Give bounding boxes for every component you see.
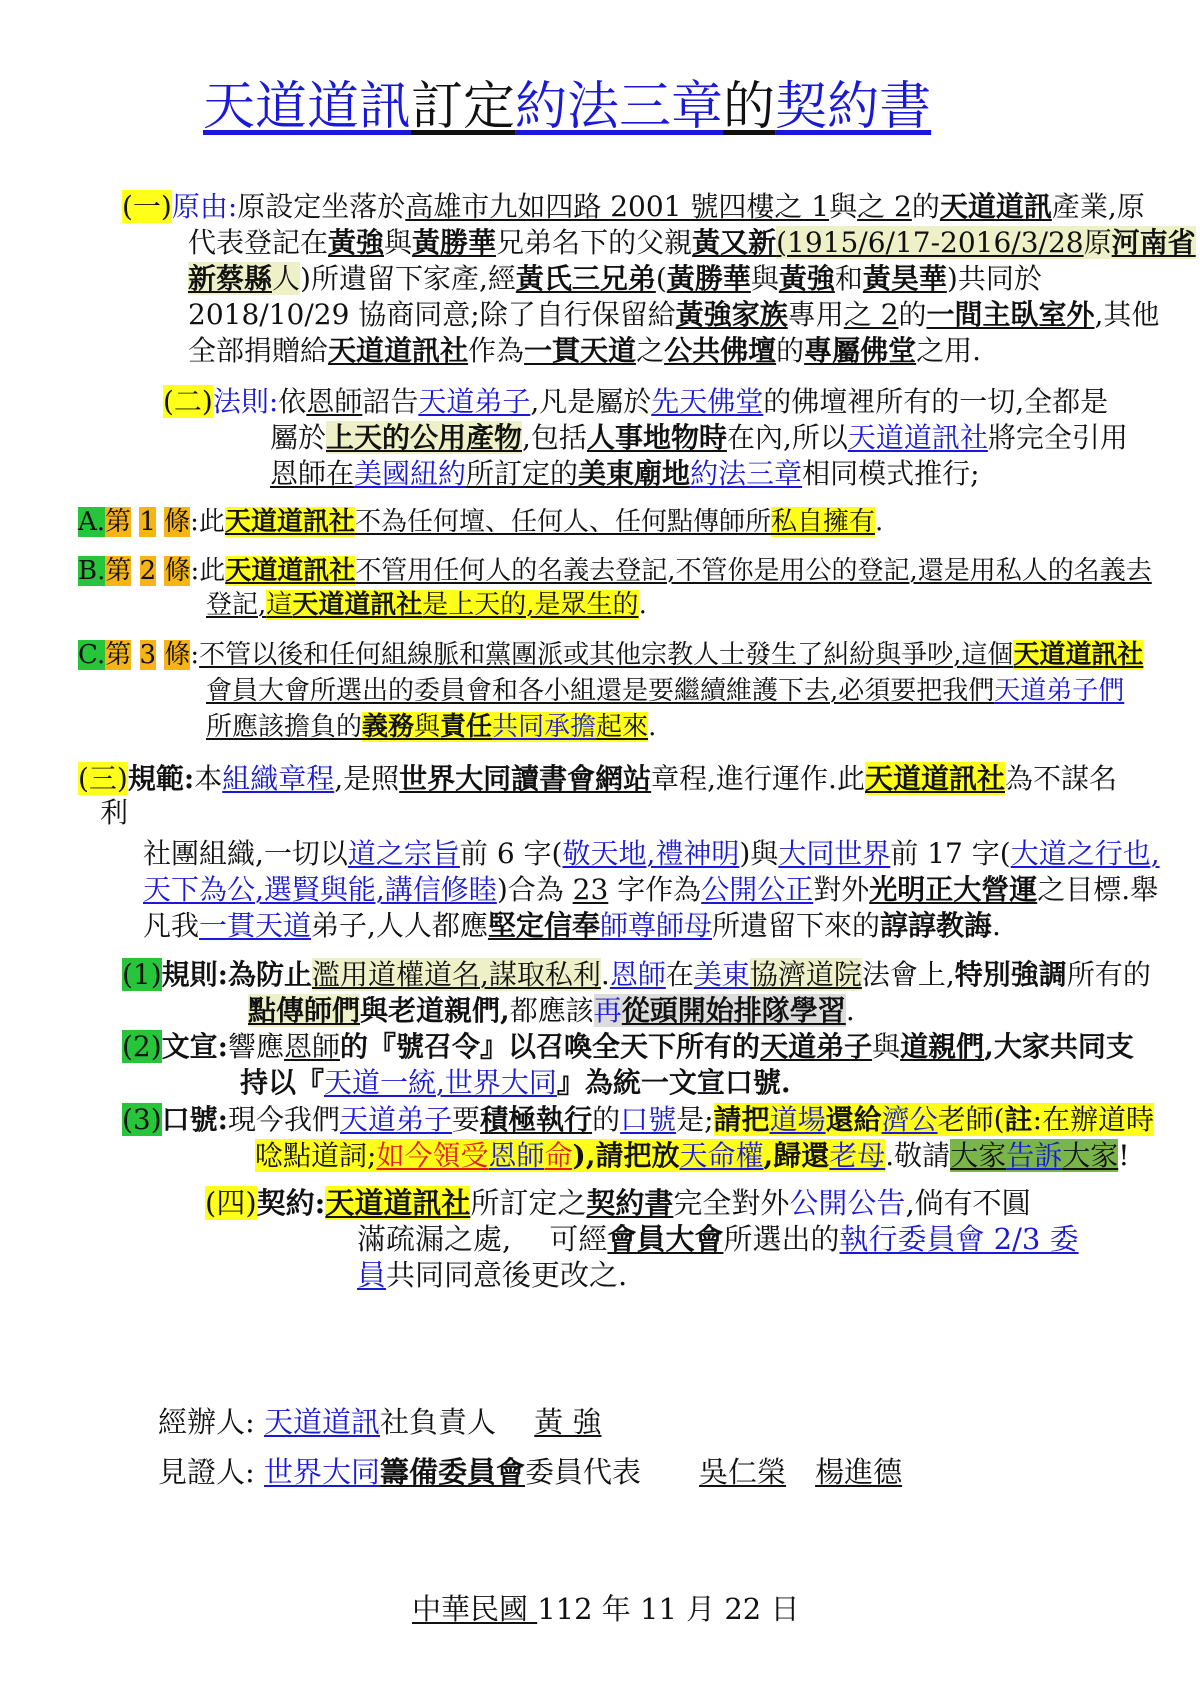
text-segment: 口號 xyxy=(620,1103,677,1136)
text-segment: .敬請 xyxy=(885,1139,951,1172)
text-segment: 全部捐贈給 xyxy=(188,334,329,367)
text-segment: 委員代表 xyxy=(525,1455,700,1489)
text-segment: 和 xyxy=(834,262,863,295)
text-segment: )所遺留下家產,經 xyxy=(300,262,516,295)
text-segment: :此 xyxy=(190,507,225,537)
text-segment: 都應該 xyxy=(509,994,594,1027)
text-segment: 共同同意後更改之. xyxy=(386,1258,628,1292)
text-segment: 原 xyxy=(1083,226,1112,259)
text-segment: 黃勝華 xyxy=(412,226,497,259)
text-segment: (1) xyxy=(122,958,162,991)
text-segment: . xyxy=(845,994,855,1027)
text-segment: 社負責人 xyxy=(380,1405,535,1439)
text-segment: 大家 xyxy=(950,1139,1007,1172)
text-line-date xyxy=(412,1592,799,1627)
text-segment: 道親們 xyxy=(900,1030,985,1063)
text-segment: 執行委員會 2/3 委 xyxy=(839,1222,1079,1256)
text-segment: 天下為公,選賢與能,講信修睦 xyxy=(143,873,497,906)
text-segment: 天道道訊 xyxy=(939,190,1052,223)
text-line-s3-l4 xyxy=(143,873,1158,907)
text-segment: 條 xyxy=(164,556,191,586)
text-segment: 對外 xyxy=(813,873,870,906)
text-segment: 組織章程 xyxy=(222,762,335,795)
text-segment xyxy=(131,556,139,586)
text-segment: 私自擁有 xyxy=(770,507,875,537)
text-segment: 是; xyxy=(676,1103,714,1136)
text-segment: 專用 xyxy=(787,298,844,331)
text-segment: 天道道訊社 xyxy=(847,421,988,454)
text-segment: 契約書 xyxy=(586,1186,674,1220)
text-segment: 放 xyxy=(651,1139,680,1172)
text-segment: 天道道訊 xyxy=(264,1405,381,1439)
text-segment: :在辦道時 xyxy=(1032,1103,1154,1136)
text-segment: 黃強家族 xyxy=(675,298,788,331)
text-segment: 黃氏三兄弟 xyxy=(515,262,656,295)
text-segment: 共同承擔 xyxy=(492,712,597,742)
text-segment: 凡我 xyxy=(143,909,200,942)
text-segment: 23 xyxy=(572,873,609,906)
text-segment: 協濟道院 xyxy=(749,958,862,991)
text-segment: 弟子,人人都應 xyxy=(311,909,488,942)
text-segment: ,凡是屬於 xyxy=(530,385,652,418)
text-segment xyxy=(156,507,164,537)
text-segment: 美國紐約 xyxy=(354,457,467,490)
text-segment: 會員大會 xyxy=(607,1222,724,1256)
text-segment: 之 2 xyxy=(857,190,912,223)
text-segment: )合為 xyxy=(496,873,573,906)
text-segment: 天道道訊社 xyxy=(864,762,1005,795)
text-segment: 這 xyxy=(266,590,293,620)
text-segment: 道場 xyxy=(769,1103,826,1136)
text-segment: 本 xyxy=(194,762,223,795)
text-segment: 原由: xyxy=(171,190,238,223)
text-segment: 所選出的 xyxy=(723,1222,840,1256)
text-segment: 口號: xyxy=(161,1103,229,1136)
text-segment: 上天的公用產物 xyxy=(326,421,523,454)
text-segment: 特別強調 xyxy=(954,958,1067,991)
text-segment: 諄諄教誨 xyxy=(879,909,992,942)
text-segment: ,其他 xyxy=(1094,298,1160,331)
text-segment: 命 xyxy=(544,1139,573,1172)
text-segment: 天命權 xyxy=(679,1139,764,1172)
text-line-s4-l3 xyxy=(357,1258,627,1293)
text-segment: 世界大同 xyxy=(264,1455,381,1489)
text-segment: 點傳師們 xyxy=(248,994,361,1027)
text-segment: 天道弟子們 xyxy=(994,676,1125,706)
text-segment: )共同於 xyxy=(946,262,1042,295)
text-segment: 的 xyxy=(911,190,940,223)
text-segment: 一間主臥室外 xyxy=(926,298,1095,331)
text-segment: 專屬佛堂 xyxy=(804,334,917,367)
text-segment: 中華民國 xyxy=(412,1592,538,1626)
text-segment: 112 年 11 月 22 日 xyxy=(537,1592,800,1626)
text-segment: 經辦人: xyxy=(158,1405,264,1439)
text-segment: 第 xyxy=(105,507,132,537)
text-line-s3-l3 xyxy=(143,837,1160,871)
text-segment: 天道道訊社 xyxy=(225,556,356,586)
text-segment: : xyxy=(190,640,200,670)
text-segment: ,是照 xyxy=(334,762,400,795)
text-segment: 3 xyxy=(139,640,157,670)
text-segment: 恩師 xyxy=(488,1139,545,1172)
text-line-sig-l1 xyxy=(158,1405,601,1440)
text-segment: 2 xyxy=(139,556,157,586)
text-segment: 所遺留下來的 xyxy=(711,909,880,942)
text-segment: 之 2 xyxy=(843,298,899,331)
text-segment: 與 xyxy=(829,190,858,223)
text-segment: . xyxy=(874,507,884,537)
text-segment: 將完全引用 xyxy=(987,421,1128,454)
text-segment: . xyxy=(648,712,657,742)
text-segment: 的 xyxy=(592,1103,621,1136)
text-segment: 公開公正 xyxy=(701,873,814,906)
text-segment: 恩師在 xyxy=(270,457,355,490)
text-segment: 黃強 xyxy=(778,262,835,295)
text-segment: 天道道訊社 xyxy=(224,507,355,537)
text-segment: 章程,進行運作.此 xyxy=(651,762,865,795)
text-segment: 河南省 xyxy=(1111,226,1196,259)
text-segment: 2018/10/29 協商同意;除了自行保留給 xyxy=(188,298,676,331)
text-line-r2-l2 xyxy=(240,1066,791,1100)
text-segment: 道之宗旨 xyxy=(347,837,460,870)
text-segment: 社團組織,一切以 xyxy=(143,837,348,870)
text-segment: 濫用道權道名,謀取私利 xyxy=(312,958,601,991)
text-segment: 與 xyxy=(872,1030,901,1063)
text-segment: 之用. xyxy=(916,334,982,367)
text-segment: 所有的 xyxy=(1066,958,1151,991)
text-segment: 堅定信奉 xyxy=(487,909,600,942)
text-line-r1-l1 xyxy=(122,958,1151,992)
text-segment: 響應 xyxy=(228,1030,285,1063)
text-segment: 1 xyxy=(139,507,156,537)
text-segment: 還給 xyxy=(825,1103,882,1136)
text-segment: 天道弟子 xyxy=(340,1103,453,1136)
text-segment: 人事地物時 xyxy=(586,421,727,454)
text-segment: (二) xyxy=(163,385,213,418)
text-segment: )與 xyxy=(739,837,779,870)
text-segment: ,包括 xyxy=(522,421,587,454)
text-line-r3-l1 xyxy=(122,1103,1154,1137)
text-segment: 法則: xyxy=(212,385,279,418)
text-segment: 從頭開始排隊學習 xyxy=(621,994,846,1027)
text-segment: ( xyxy=(655,262,667,295)
text-segment: 不為任何壇、任何人、任何點傳師所 xyxy=(354,507,771,537)
text-line-a-l1 xyxy=(78,507,883,538)
text-segment: (三) xyxy=(78,762,128,795)
text-segment: 黃勝華 xyxy=(666,262,751,295)
text-segment: 所應該擔負的 xyxy=(206,712,363,742)
text-segment: A. xyxy=(78,507,106,537)
text-segment: B. xyxy=(78,556,106,586)
text-segment: 約法三章 xyxy=(690,457,803,490)
text-segment: 註 xyxy=(1004,1103,1033,1136)
text-segment: . xyxy=(638,590,647,620)
text-segment: 黃昊華 xyxy=(862,262,947,295)
text-segment: 法會上, xyxy=(861,958,955,991)
text-segment: 持以『 xyxy=(240,1066,325,1099)
text-segment: 兄弟名下的父親 xyxy=(496,226,693,259)
text-segment: 現今我們 xyxy=(228,1103,341,1136)
text-segment: 天道道訊社 xyxy=(328,334,469,367)
text-line-s2-l1 xyxy=(163,385,1108,419)
text-segment: 與老道親們, xyxy=(360,994,510,1027)
text-segment: 積極執行 xyxy=(480,1103,593,1136)
text-segment: 美東 xyxy=(693,958,750,991)
text-segment: 規則:為防止 xyxy=(161,958,313,991)
text-segment: 告訴 xyxy=(1006,1139,1063,1172)
text-segment: 字作為 xyxy=(608,873,702,906)
text-segment: 登記, xyxy=(206,590,267,620)
text-segment: (3) xyxy=(122,1103,162,1136)
text-line-s1-l3 xyxy=(188,262,1042,296)
text-segment: (四) xyxy=(205,1186,257,1220)
text-segment: 為不謀名 xyxy=(1004,762,1117,795)
text-segment: ),請把 xyxy=(572,1139,652,1172)
text-segment: 與 xyxy=(414,712,441,742)
text-segment: 原設定坐落於 xyxy=(237,190,406,223)
text-line-c-l3 xyxy=(206,712,656,743)
text-line-c-l1 xyxy=(78,640,1143,671)
text-segment: 老師( xyxy=(937,1103,1005,1136)
text-segment: 員 xyxy=(357,1258,387,1292)
text-segment: 代表登記在 xyxy=(188,226,329,259)
text-segment: 作為 xyxy=(468,334,525,367)
text-segment: 責任 xyxy=(440,712,493,742)
text-segment: 老母 xyxy=(829,1139,886,1172)
text-segment: ,大家共同支 xyxy=(984,1030,1134,1063)
text-segment: 完全對外 xyxy=(673,1186,790,1220)
text-segment: 如今領受 xyxy=(376,1139,489,1172)
text-line-s2-l2 xyxy=(270,421,1128,455)
text-line-s1-l5 xyxy=(188,334,981,368)
text-line-s1-l2 xyxy=(188,226,1196,260)
text-segment: 與 xyxy=(384,226,413,259)
text-segment: (一) xyxy=(122,190,172,223)
text-segment: 恩師 xyxy=(609,958,666,991)
text-segment: 見證人: xyxy=(158,1455,264,1489)
text-segment: 再 xyxy=(593,994,622,1027)
text-segment: 的 xyxy=(898,298,927,331)
text-segment: 敬天地,禮神明 xyxy=(562,837,740,870)
text-segment: 天道道訊社 xyxy=(1013,640,1144,670)
text-segment: 前 6 字( xyxy=(459,837,563,870)
text-segment: 義務 xyxy=(362,712,415,742)
text-line-s1-l1 xyxy=(122,190,1145,224)
text-segment: 不管用任何人的名義去登記,不管你是用公的登記,還是用私人的名義去 xyxy=(355,556,1152,586)
text-segment xyxy=(786,1455,815,1489)
text-segment: 恩師 xyxy=(306,385,363,418)
text-segment: 大同世界 xyxy=(778,837,891,870)
text-segment: 詔告 xyxy=(362,385,419,418)
title-segment: 約法三章 xyxy=(515,77,724,137)
title-segment: 天道道訊 xyxy=(203,77,412,137)
text-segment: (1915/6/17-2016/3/28 xyxy=(776,226,1084,259)
text-line-s3-l5 xyxy=(143,909,1001,943)
text-segment: 大家 xyxy=(1062,1139,1119,1172)
title-segment: 訂定 xyxy=(411,77,516,137)
text-segment: 吳仁榮 xyxy=(699,1455,787,1489)
text-segment: 在內,所以 xyxy=(726,421,848,454)
text-segment: ! xyxy=(1118,1139,1130,1172)
text-segment: 恩師 xyxy=(284,1030,341,1063)
text-segment: 唸點道詞; xyxy=(255,1139,377,1172)
text-segment: C. xyxy=(78,640,106,670)
text-line-s1-l4 xyxy=(188,298,1159,332)
text-segment: 之 xyxy=(636,334,665,367)
text-segment: 的佛壇裡所有的一切,全都是 xyxy=(763,385,1109,418)
text-segment: 天道道訊社 xyxy=(292,590,423,620)
text-line-b-l2 xyxy=(206,590,647,621)
text-segment: 與 xyxy=(750,262,779,295)
text-segment: 文宣: xyxy=(161,1030,229,1063)
text-segment: 的 xyxy=(776,334,805,367)
text-segment xyxy=(131,640,139,670)
title-segment: 的 xyxy=(723,77,776,137)
text-segment: 契約: xyxy=(256,1186,326,1220)
text-line-b-l1 xyxy=(78,556,1152,587)
text-segment: 光明正大營運 xyxy=(869,873,1038,906)
text-segment: 請把 xyxy=(713,1103,770,1136)
text-segment: 前 17 字( xyxy=(890,837,1011,870)
text-segment: 會員大會所選出的委員會和各小組還是要繼續維護下去,必須要把我們 xyxy=(206,676,995,706)
text-line-r1-l2 xyxy=(248,994,855,1028)
text-segment: 高雄市九如四路 2001 號四樓之 1 xyxy=(405,190,830,223)
text-segment: 美東廟地 xyxy=(578,457,691,490)
text-segment: 天道一統,世界大同 xyxy=(324,1066,557,1099)
text-segment: 不管以後和任何組線脈和黨團派或其他宗教人士發生了糾紛與爭吵,這個 xyxy=(199,640,1014,670)
text-line-s4-l2 xyxy=(357,1222,1079,1257)
title-segment: 契約書 xyxy=(775,77,932,137)
text-line-s2-l3 xyxy=(270,457,980,491)
text-line-s3-l1 xyxy=(78,762,1117,796)
text-line-s3-l2 xyxy=(100,796,128,830)
text-line-sig-l2 xyxy=(158,1455,902,1490)
text-segment: 第 xyxy=(105,556,132,586)
text-segment: 之目標.舉 xyxy=(1037,873,1159,906)
text-segment: 籌備委員會 xyxy=(380,1455,526,1489)
text-segment: 師尊師母 xyxy=(599,909,712,942)
text-segment: 天道弟子 xyxy=(418,385,531,418)
text-segment: 』為統一文宣口號. xyxy=(556,1066,791,1099)
text-segment: 要 xyxy=(452,1103,481,1136)
text-segment: (2) xyxy=(122,1030,162,1063)
text-segment: 依 xyxy=(278,385,307,418)
text-segment: 滿疏漏之處, 可經 xyxy=(357,1222,608,1256)
text-segment: 第 xyxy=(105,640,132,670)
text-segment: 規範: xyxy=(127,762,195,795)
text-segment: 所訂定之 xyxy=(470,1186,587,1220)
text-segment: 公開公告 xyxy=(789,1186,906,1220)
text-segment: :此 xyxy=(190,556,226,586)
text-segment: 屬於 xyxy=(270,421,327,454)
text-line-s4-l1 xyxy=(205,1186,1031,1221)
text-segment: 黃 強 xyxy=(534,1405,602,1439)
text-segment: 天道弟子 xyxy=(760,1030,873,1063)
text-segment: 產業,原 xyxy=(1051,190,1145,223)
text-segment: 一貫天道 xyxy=(199,909,312,942)
text-line-r3-l2 xyxy=(255,1139,1130,1173)
text-segment: 是上天的,是眾生的 xyxy=(422,590,639,620)
text-segment: 天道道訊社 xyxy=(325,1186,471,1220)
text-segment: 條 xyxy=(164,507,191,537)
text-segment: 楊進德 xyxy=(815,1455,903,1489)
text-segment: 黃強 xyxy=(328,226,385,259)
text-segment: 世界大同讀書會網站 xyxy=(399,762,652,795)
text-segment: 人 xyxy=(272,262,301,295)
text-segment: 大道之行也, xyxy=(1010,837,1160,870)
text-segment: ,倘有不圓 xyxy=(905,1186,1031,1220)
text-segment: 一貫天道 xyxy=(524,334,637,367)
text-segment: 起來 xyxy=(596,712,649,742)
text-segment: 在 xyxy=(665,958,694,991)
text-segment: 先天佛堂 xyxy=(651,385,764,418)
text-segment: 的『號召令』以召喚全天下所有的 xyxy=(340,1030,761,1063)
text-segment: 公共佛壇 xyxy=(664,334,777,367)
text-segment: 所訂定的 xyxy=(466,457,579,490)
text-segment: 相同模式推行; xyxy=(802,457,980,490)
text-segment: 新蔡縣 xyxy=(188,262,273,295)
text-segment: 利 xyxy=(100,796,129,829)
text-segment: . xyxy=(600,958,610,991)
text-segment: 黃又新 xyxy=(692,226,777,259)
text-segment: 條 xyxy=(164,640,191,670)
text-segment: 濟公 xyxy=(881,1103,938,1136)
text-line-c-l2 xyxy=(206,676,1124,707)
text-line-r2-l1 xyxy=(122,1030,1134,1064)
text-segment: ,歸還 xyxy=(763,1139,830,1172)
text-segment: . xyxy=(992,909,1001,942)
document-title xyxy=(203,76,931,138)
